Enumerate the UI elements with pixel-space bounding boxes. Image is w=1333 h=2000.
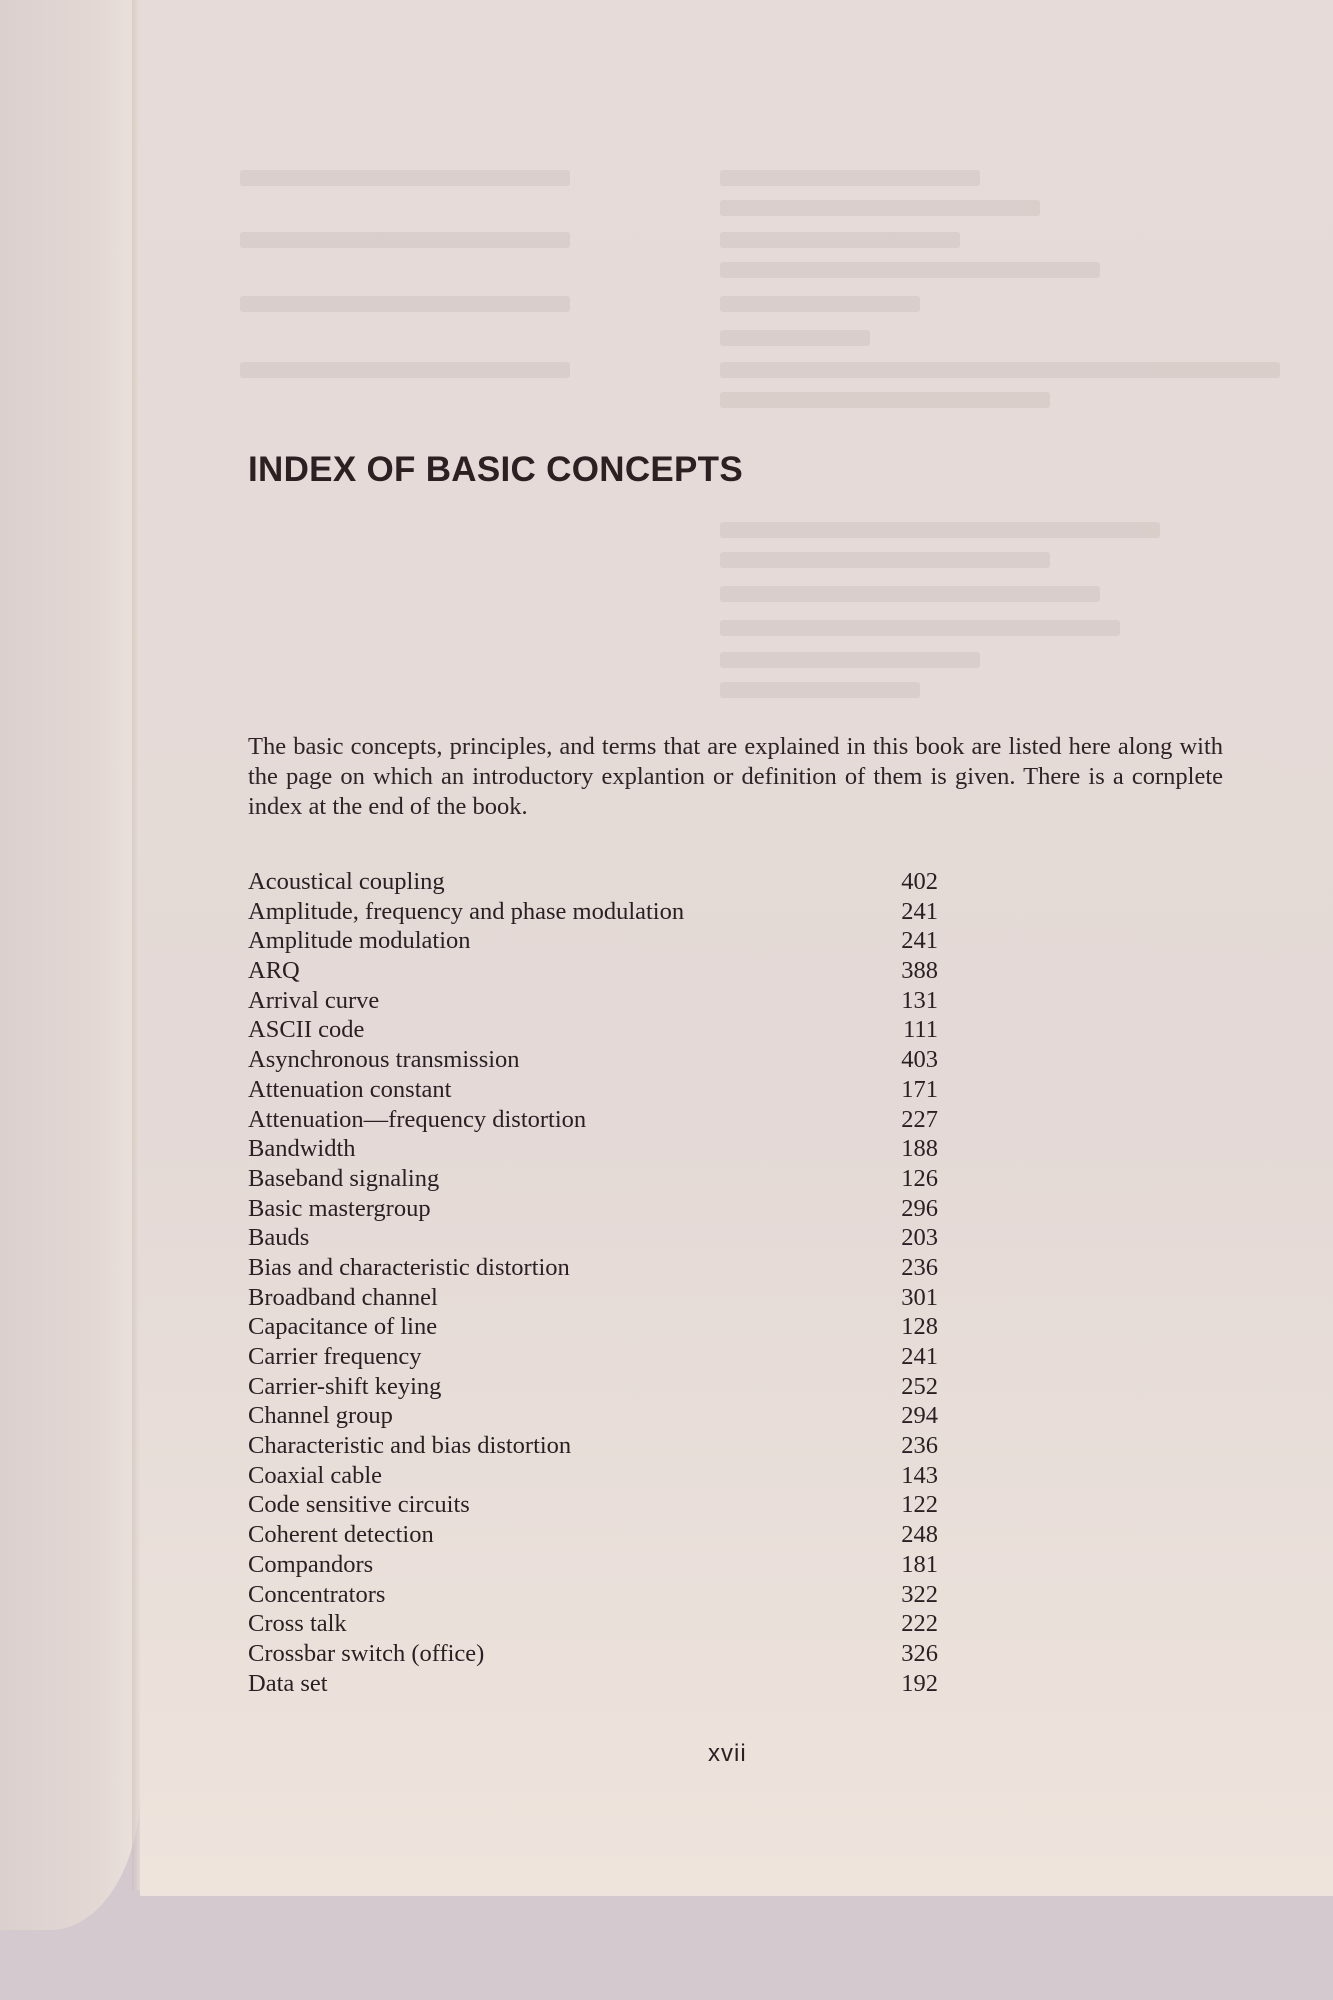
page-heading: INDEX OF BASIC CONCEPTS bbox=[248, 450, 744, 489]
index-entry bbox=[248, 1669, 938, 1699]
index-entry bbox=[248, 1312, 938, 1342]
index-page-number: 322 bbox=[901, 1580, 938, 1608]
index-page-number: 241 bbox=[901, 897, 938, 925]
index-page-number: 222 bbox=[901, 1610, 938, 1638]
index-term: Basic mastergroup bbox=[248, 1194, 431, 1222]
index-page-number: 181 bbox=[901, 1550, 938, 1578]
index-term: Bias and characteristic distortion bbox=[248, 1253, 570, 1281]
index-term: Acoustical coupling bbox=[248, 868, 445, 895]
index-page-number: 388 bbox=[901, 957, 938, 985]
index-page-number: 131 bbox=[901, 986, 938, 1014]
index-page-number: 227 bbox=[901, 1105, 938, 1133]
index-term: Attenuation constant bbox=[248, 1075, 452, 1103]
index-term: Characteristic and bias distortion bbox=[248, 1432, 572, 1460]
index-term: Asynchronous transmission bbox=[248, 1046, 520, 1074]
index-page-number: 241 bbox=[901, 1343, 938, 1370]
index-term: Bandwidth bbox=[248, 1135, 356, 1163]
page-number: xvii bbox=[708, 1740, 747, 1767]
index-page-number: 403 bbox=[901, 1046, 938, 1074]
index-entry bbox=[248, 1223, 938, 1253]
index-term: Coherent detection bbox=[248, 1521, 434, 1549]
left-page-edge bbox=[0, 0, 140, 1930]
index-entry bbox=[248, 1431, 938, 1461]
index-term: Amplitude modulation bbox=[248, 927, 471, 955]
index-page-number: 126 bbox=[901, 1164, 938, 1192]
index-entry bbox=[248, 1342, 938, 1372]
index-page-number: 296 bbox=[901, 1194, 938, 1222]
index-term: Concentrators bbox=[248, 1580, 386, 1608]
index-entry bbox=[248, 1639, 938, 1669]
index-entry bbox=[248, 1045, 938, 1075]
index-page-number: 294 bbox=[901, 1402, 938, 1430]
index-page-number: 301 bbox=[901, 1283, 938, 1311]
index-term: Code sensitive circuits bbox=[248, 1491, 470, 1519]
index-page-number: 252 bbox=[901, 1372, 938, 1400]
index-term: Broadband channel bbox=[248, 1283, 438, 1311]
index-page-number: 248 bbox=[901, 1521, 938, 1549]
index-page-number: 128 bbox=[901, 1313, 938, 1341]
index-page-number: 143 bbox=[901, 1461, 938, 1489]
index-term: Capacitance of line bbox=[248, 1313, 438, 1341]
index-entry bbox=[248, 1015, 938, 1045]
index-page-number: 111 bbox=[903, 1016, 938, 1044]
index-entry bbox=[248, 1580, 938, 1610]
index-term: Compandors bbox=[248, 1550, 374, 1578]
index-page-number: 241 bbox=[901, 927, 938, 955]
index-term: Attenuation—frequency distortion bbox=[248, 1105, 587, 1133]
index-entry bbox=[248, 986, 938, 1016]
index-entry bbox=[248, 1550, 938, 1580]
index-entry bbox=[248, 1253, 938, 1283]
index-entry bbox=[248, 1372, 938, 1402]
index-term: Bauds bbox=[248, 1224, 310, 1252]
index-list bbox=[248, 867, 938, 1698]
index-page-number: 192 bbox=[901, 1669, 938, 1697]
index-page-number: 188 bbox=[901, 1135, 938, 1163]
index-entry bbox=[248, 1105, 938, 1135]
index-entry bbox=[248, 1490, 938, 1520]
index-entry bbox=[248, 956, 938, 986]
index-term: ASCII code bbox=[248, 1016, 365, 1044]
index-entry bbox=[248, 1520, 938, 1550]
index-page-number: 402 bbox=[901, 868, 938, 895]
index-term: Carrier frequency bbox=[248, 1343, 422, 1370]
index-entry bbox=[248, 1075, 938, 1105]
index-entry bbox=[248, 867, 938, 897]
index-page-number: 203 bbox=[901, 1224, 938, 1252]
index-term: Coaxial cable bbox=[248, 1461, 383, 1489]
index-page-number: 122 bbox=[901, 1491, 938, 1519]
index-term: Channel group bbox=[248, 1402, 393, 1430]
index-term: Cross talk bbox=[248, 1610, 347, 1638]
index-entry bbox=[248, 897, 938, 927]
index-entry bbox=[248, 1194, 938, 1224]
intro-paragraph: The basic concepts, principles, and terms that are explained in this book are listed here along with the page on which an introductory explantion or definition of them is given. There is a cornplete index at the end of the book. bbox=[248, 732, 1223, 820]
index-entry bbox=[248, 1134, 938, 1164]
index-entry bbox=[248, 1461, 938, 1491]
index-term: Arrival curve bbox=[248, 986, 380, 1014]
index-page-number: 236 bbox=[901, 1253, 938, 1281]
index-page-number: 171 bbox=[901, 1075, 938, 1103]
index-page-number: 326 bbox=[901, 1639, 938, 1667]
index-term: Baseband signaling bbox=[248, 1164, 440, 1192]
index-entry bbox=[248, 1283, 938, 1313]
index-term: Amplitude, frequency and phase modulation bbox=[248, 897, 685, 925]
index-term: ARQ bbox=[248, 957, 300, 985]
index-entry bbox=[248, 1164, 938, 1194]
index-term: Crossbar switch (office) bbox=[248, 1639, 485, 1667]
index-page-number: 236 bbox=[901, 1432, 938, 1460]
index-entry bbox=[248, 1401, 938, 1431]
index-term: Data set bbox=[248, 1669, 328, 1697]
index-entry bbox=[248, 926, 938, 956]
index-entry bbox=[248, 1609, 938, 1639]
index-term: Carrier-shift keying bbox=[248, 1372, 442, 1400]
